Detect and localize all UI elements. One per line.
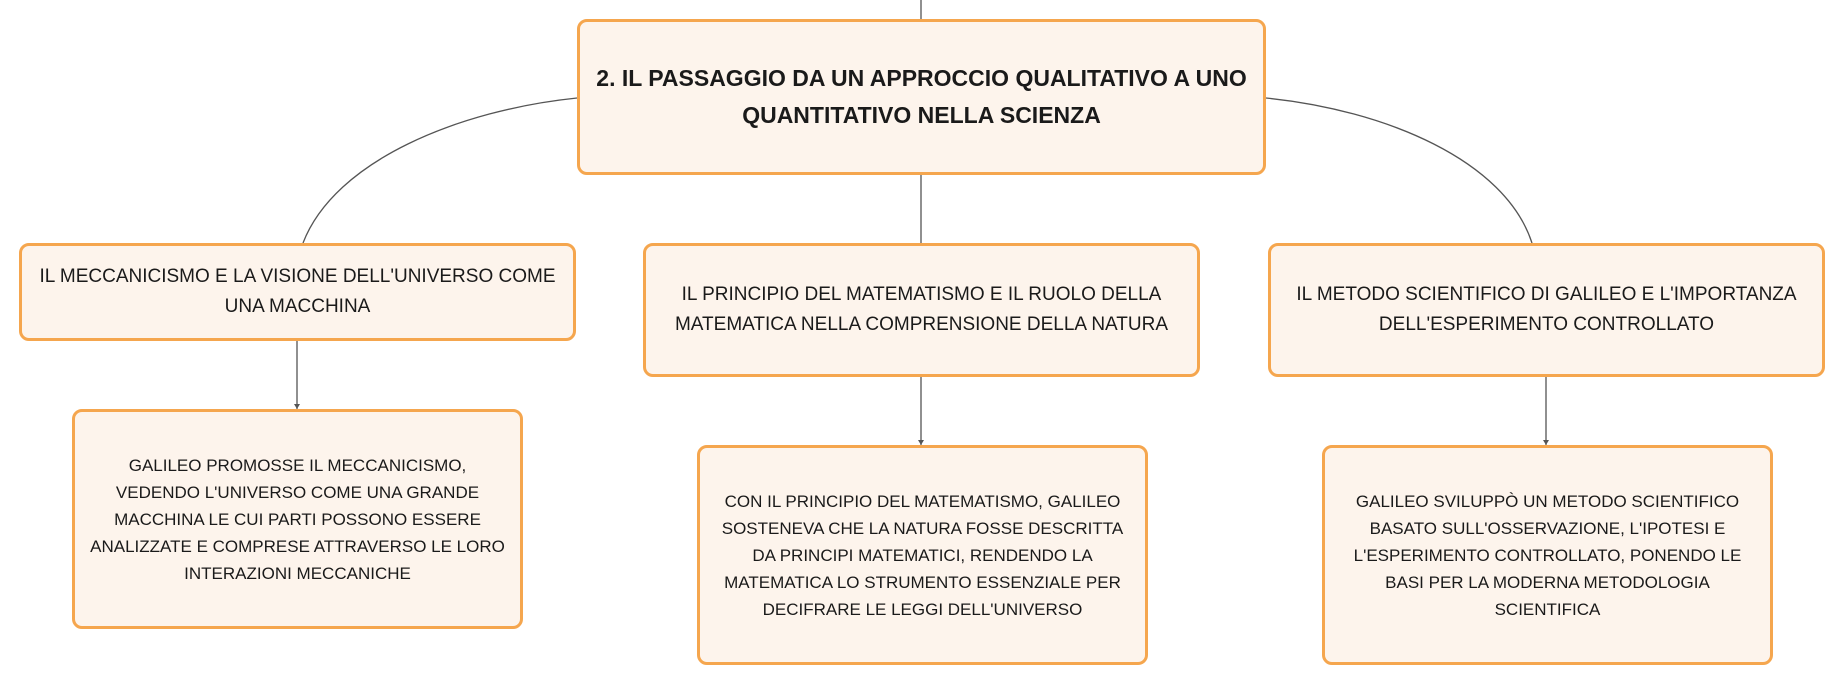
topic-node-mathematics[interactable] [643,243,1200,377]
root-node-text: 2. IL PASSAGGIO DA UN APPROCCIO QUALITATIVO A UNO QUANTITATIVO NELLA SCIENZA [596,65,1247,128]
topic-node-text: IL MECCANICISMO E LA VISIONE DELL'UNIVERSO COME UNA MACCHINA [39,266,556,317]
topic-node-scientific-method[interactable] [1268,243,1825,377]
detail-node-text: GALILEO SVILUPPÒ UN METODO SCIENTIFICO BASATO SULL'OSSERVAZIONE, L'IPOTESI E L'ESPERIMENTO CONTROLLATO, PONENDO LE BASI PER LA MODERNA METODOLOGIA SCIENTIFICA [1353,491,1742,619]
topic-node-mechanism[interactable] [19,243,576,341]
detail-node-text: CON IL PRINCIPIO DEL MATEMATISMO, GALILEO SOSTENEVA CHE LA NATURA FOSSE DESCRITTA DA PRINCIPI MATEMATICI, RENDENDO LA MATEMATICA LO STRUMENTO ESSENZIALE PER DECIFRARE LE LEGGI DELL'UNIVERSO [721,491,1124,619]
connector-root-to-mechanism [303,98,577,243]
detail-node-text: GALILEO PROMOSSE IL MECCANICISMO, VEDENDO L'UNIVERSO COME UNA GRANDE MACCHINA LE CUI PARTI POSSONO ESSERE ANALIZZATE E COMPRESE ATTRAVERSO LE LORO INTERAZIONI MECCANICHE [90,455,505,583]
topic-node-text: IL PRINCIPIO DEL MATEMATISMO E IL RUOLO DELLA MATEMATICA NELLA COMPRENSIONE DELLA NATURA [674,284,1169,335]
detail-node-mechanism[interactable] [72,409,523,629]
detail-node-scientific-method[interactable] [1322,445,1773,665]
detail-node-mathematics[interactable] [697,445,1148,665]
connector-root-to-method [1266,98,1532,243]
topic-node-text: IL METODO SCIENTIFICO DI GALILEO E L'IMPORTANZA DELL'ESPERIMENTO CONTROLLATO [1296,284,1797,335]
root-node[interactable] [577,19,1266,175]
